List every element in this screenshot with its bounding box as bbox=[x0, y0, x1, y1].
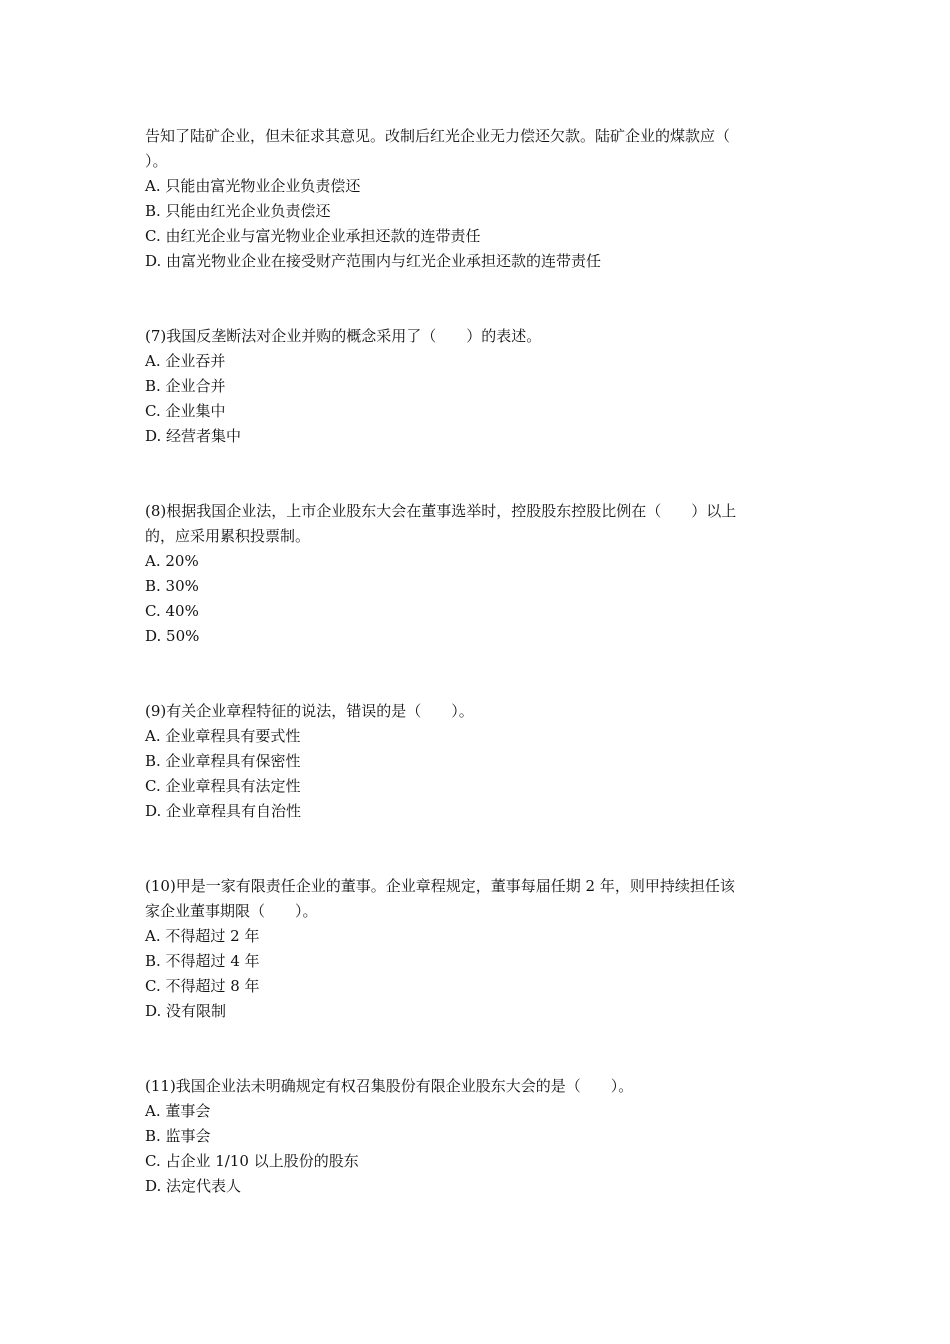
option-d: D. 法定代表人 bbox=[145, 1177, 242, 1195]
option-d: D. 企业章程具有自治性 bbox=[145, 802, 302, 820]
question-block-8 bbox=[145, 499, 810, 649]
block-spacer bbox=[145, 1024, 810, 1074]
option-a: A. 只能由富光物业企业负责偿还 bbox=[145, 177, 361, 195]
question-block-11 bbox=[145, 1074, 810, 1199]
block-spacer bbox=[145, 824, 810, 874]
option-c: C. 由红光企业与富光物业企业承担还款的连带责任 bbox=[145, 227, 481, 245]
question-stem-line: (10)甲是一家有限责任企业的董事。企业章程规定，董事每届任期 2 年，则甲持续担任该 bbox=[145, 877, 735, 895]
question-stem-line: (7)我国反垄断法对企业并购的概念采用了（ ）的表述。 bbox=[145, 327, 542, 345]
option-d: D. 经营者集中 bbox=[145, 427, 242, 445]
question-stem-line: (11)我国企业法未明确规定有权召集股份有限企业股东大会的是（ ）。 bbox=[145, 1077, 634, 1095]
question-stem-line: (8)根据我国企业法，上市企业股东大会在董事选举时，控股股东控股比例在（ ）以上 bbox=[145, 502, 737, 520]
document-page bbox=[145, 124, 810, 1199]
option-d: D. 没有限制 bbox=[145, 1002, 227, 1020]
question-stem-line: 告知了陆矿企业，但未征求其意见。改制后红光企业无力偿还欠款。陆矿企业的煤款应（ bbox=[145, 127, 731, 145]
option-d: D. 由富光物业企业在接受财产范围内与红光企业承担还款的连带责任 bbox=[145, 252, 602, 270]
question-block-6 bbox=[145, 124, 810, 274]
question-stem-line: ）。 bbox=[145, 152, 168, 170]
option-c: C. 40% bbox=[145, 602, 199, 620]
option-b: B. 企业合并 bbox=[145, 377, 226, 395]
option-a: A. 不得超过 2 年 bbox=[145, 927, 260, 945]
question-stem-line: 的，应采用累积投票制。 bbox=[145, 527, 311, 545]
option-b: B. 企业章程具有保密性 bbox=[145, 752, 301, 770]
option-b: B. 不得超过 4 年 bbox=[145, 952, 260, 970]
option-b: B. 30% bbox=[145, 577, 199, 595]
block-spacer bbox=[145, 449, 810, 499]
option-c: C. 占企业 1/10 以上股份的股东 bbox=[145, 1152, 359, 1170]
question-stem-line: 家企业董事期限（ ）。 bbox=[145, 902, 318, 920]
question-stem-line: (9)有关企业章程特征的说法，错误的是（ ）。 bbox=[145, 702, 474, 720]
block-spacer bbox=[145, 649, 810, 699]
question-block-10 bbox=[145, 874, 810, 1024]
option-a: A. 20% bbox=[145, 552, 199, 570]
option-b: B. 监事会 bbox=[145, 1127, 211, 1145]
option-d: D. 50% bbox=[145, 627, 200, 645]
question-block-7 bbox=[145, 324, 810, 449]
option-a: A. 董事会 bbox=[145, 1102, 211, 1120]
option-b: B. 只能由红光企业负责偿还 bbox=[145, 202, 331, 220]
option-c: C. 企业章程具有法定性 bbox=[145, 777, 301, 795]
option-a: A. 企业章程具有要式性 bbox=[145, 727, 301, 745]
option-c: C. 不得超过 8 年 bbox=[145, 977, 260, 995]
option-a: A. 企业吞并 bbox=[145, 352, 226, 370]
block-spacer bbox=[145, 274, 810, 324]
question-block-9 bbox=[145, 699, 810, 824]
option-c: C. 企业集中 bbox=[145, 402, 226, 420]
